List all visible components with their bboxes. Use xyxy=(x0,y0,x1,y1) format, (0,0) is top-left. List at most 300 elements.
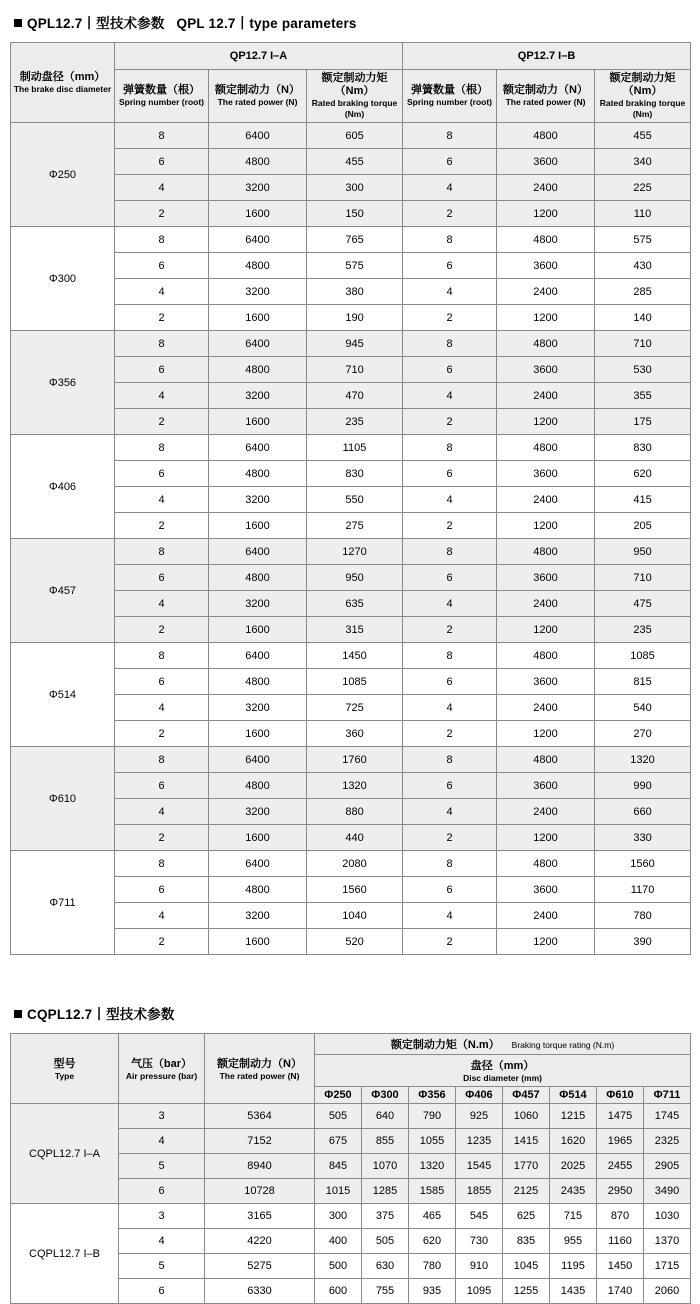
table1-body xyxy=(11,123,691,955)
cell-air-pressure: 6 xyxy=(119,1279,205,1304)
cell-power-b: 2400 xyxy=(497,279,595,305)
cell-spring-b: 8 xyxy=(403,435,497,461)
cell-spring-b: 2 xyxy=(403,929,497,955)
cell-power-a: 3200 xyxy=(209,903,307,929)
cell-torque-b: 285 xyxy=(595,279,691,305)
cell-rated-power: 4220 xyxy=(205,1229,315,1254)
cell-torque-1: 505 xyxy=(362,1229,409,1254)
header-braking-torque xyxy=(315,1034,691,1055)
table-row xyxy=(11,747,691,773)
cell-power-a: 3200 xyxy=(209,591,307,617)
cell-power-a: 3200 xyxy=(209,695,307,721)
header-disc-diameter-2 xyxy=(315,1055,691,1087)
cell-torque-7: 1370 xyxy=(644,1229,691,1254)
cell-torque-b: 330 xyxy=(595,825,691,851)
section-title-2-cn: CQPL12.7丨型技术参数 xyxy=(27,1007,175,1022)
cell-torque-b: 575 xyxy=(595,227,691,253)
cell-power-b: 1200 xyxy=(497,825,595,851)
bullet-square-icon-2 xyxy=(14,1010,22,1018)
cell-power-b: 1200 xyxy=(497,305,595,331)
cell-torque-b: 390 xyxy=(595,929,691,955)
cell-torque-4: 835 xyxy=(503,1229,550,1254)
header-spring-b-en: Spring number (root) xyxy=(407,97,493,107)
cell-power-a: 1600 xyxy=(209,513,307,539)
header-power-a-cn: 额定制动力（N） xyxy=(215,84,300,96)
cell-torque-2: 1585 xyxy=(409,1179,456,1204)
cell-power-a: 4800 xyxy=(209,669,307,695)
cell-torque-b: 415 xyxy=(595,487,691,513)
cell-power-a: 3200 xyxy=(209,383,307,409)
cell-torque-a: 1560 xyxy=(307,877,403,903)
cell-torque-b: 175 xyxy=(595,409,691,435)
header-power-b-en: The rated power (N) xyxy=(505,97,586,107)
header-dia-6: Φ610 xyxy=(597,1087,644,1104)
cell-power-b: 4800 xyxy=(497,643,595,669)
cell-torque-4: 1060 xyxy=(503,1104,550,1129)
cell-spring-a: 2 xyxy=(115,825,209,851)
cell-spring-a: 6 xyxy=(115,565,209,591)
cell-type: CQPL12.7 I–A xyxy=(11,1104,119,1204)
cell-power-b: 4800 xyxy=(497,123,595,149)
cell-torque-6: 2950 xyxy=(597,1179,644,1204)
cell-spring-a: 6 xyxy=(115,877,209,903)
cell-spring-a: 8 xyxy=(115,643,209,669)
cell-spring-b: 4 xyxy=(403,695,497,721)
header-spring-a-cn: 弹簧数量（根） xyxy=(123,84,200,96)
cell-torque-a: 455 xyxy=(307,149,403,175)
cell-torque-3: 1855 xyxy=(456,1179,503,1204)
header-rated-power-en: The rated power (N) xyxy=(219,1071,300,1081)
cell-torque-3: 910 xyxy=(456,1254,503,1279)
cell-power-a: 4800 xyxy=(209,461,307,487)
cell-torque-6: 2455 xyxy=(597,1154,644,1179)
cell-torque-0: 400 xyxy=(315,1229,362,1254)
header-torque-b-cn: 额定制动力矩（Nm） xyxy=(609,72,676,97)
table2-header-row-1 xyxy=(11,1034,691,1055)
cell-spring-a: 8 xyxy=(115,539,209,565)
cell-power-a: 4800 xyxy=(209,357,307,383)
cell-spring-a: 2 xyxy=(115,305,209,331)
cell-torque-7: 1715 xyxy=(644,1254,691,1279)
cell-power-a: 6400 xyxy=(209,539,307,565)
cell-torque-a: 190 xyxy=(307,305,403,331)
cell-torque-6: 870 xyxy=(597,1204,644,1229)
cell-torque-4: 625 xyxy=(503,1204,550,1229)
cell-air-pressure: 6 xyxy=(119,1179,205,1204)
cell-spring-a: 6 xyxy=(115,253,209,279)
cell-power-b: 4800 xyxy=(497,851,595,877)
cell-spring-a: 2 xyxy=(115,721,209,747)
cell-spring-a: 4 xyxy=(115,799,209,825)
cell-power-a: 6400 xyxy=(209,227,307,253)
cell-spring-b: 4 xyxy=(403,175,497,201)
cell-torque-a: 575 xyxy=(307,253,403,279)
cell-torque-a: 440 xyxy=(307,825,403,851)
cell-power-b: 2400 xyxy=(497,487,595,513)
cell-power-b: 3600 xyxy=(497,357,595,383)
cell-spring-b: 2 xyxy=(403,513,497,539)
table-row xyxy=(11,1204,691,1229)
table1-group-header-row xyxy=(11,43,691,70)
cell-power-b: 1200 xyxy=(497,409,595,435)
cell-power-b: 4800 xyxy=(497,331,595,357)
cell-spring-a: 8 xyxy=(115,331,209,357)
cell-torque-1: 375 xyxy=(362,1204,409,1229)
cell-torque-b: 1560 xyxy=(595,851,691,877)
cell-spring-a: 2 xyxy=(115,617,209,643)
cell-power-a: 3200 xyxy=(209,279,307,305)
cell-power-a: 6400 xyxy=(209,123,307,149)
cell-spring-a: 4 xyxy=(115,279,209,305)
cell-torque-3: 1235 xyxy=(456,1129,503,1154)
cell-spring-b: 6 xyxy=(403,773,497,799)
cell-torque-5: 1435 xyxy=(550,1279,597,1304)
cell-power-a: 4800 xyxy=(209,149,307,175)
cell-spring-a: 2 xyxy=(115,201,209,227)
cell-power-a: 1600 xyxy=(209,201,307,227)
cell-torque-b: 620 xyxy=(595,461,691,487)
cell-torque-b: 140 xyxy=(595,305,691,331)
cell-spring-a: 4 xyxy=(115,175,209,201)
cell-power-b: 2400 xyxy=(497,799,595,825)
cell-torque-4: 1045 xyxy=(503,1254,550,1279)
cell-torque-4: 1770 xyxy=(503,1154,550,1179)
section-title-1 xyxy=(0,0,700,42)
header-torque-b xyxy=(595,70,691,123)
cell-torque-b: 540 xyxy=(595,695,691,721)
section-title-2 xyxy=(0,991,700,1033)
cell-power-a: 6400 xyxy=(209,643,307,669)
cell-torque-7: 2325 xyxy=(644,1129,691,1154)
cell-power-b: 3600 xyxy=(497,461,595,487)
cell-torque-3: 730 xyxy=(456,1229,503,1254)
cell-power-a: 6400 xyxy=(209,851,307,877)
header-dia-7: Φ711 xyxy=(644,1087,691,1104)
cell-torque-a: 300 xyxy=(307,175,403,201)
cell-torque-2: 935 xyxy=(409,1279,456,1304)
header-braking-torque-cn: 额定制动力矩（N.m） xyxy=(390,1039,500,1051)
cell-torque-7: 1745 xyxy=(644,1104,691,1129)
header-spring-a xyxy=(115,70,209,123)
cell-torque-6: 1965 xyxy=(597,1129,644,1154)
cell-torque-0: 505 xyxy=(315,1104,362,1129)
cell-power-b: 3600 xyxy=(497,877,595,903)
header-air-pressure xyxy=(119,1034,205,1104)
table2-body xyxy=(11,1104,691,1304)
cell-power-a: 1600 xyxy=(209,929,307,955)
cell-torque-a: 710 xyxy=(307,357,403,383)
section-gap xyxy=(0,955,700,991)
cell-power-a: 3200 xyxy=(209,175,307,201)
section-title-1-en: QPL 12.7丨type parameters xyxy=(176,16,357,31)
cell-spring-b: 8 xyxy=(403,227,497,253)
cell-torque-2: 790 xyxy=(409,1104,456,1129)
cell-spring-a: 4 xyxy=(115,903,209,929)
cell-spring-b: 8 xyxy=(403,643,497,669)
cell-rated-power: 10728 xyxy=(205,1179,315,1204)
cell-spring-b: 6 xyxy=(403,877,497,903)
cell-torque-b: 660 xyxy=(595,799,691,825)
cell-power-b: 3600 xyxy=(497,773,595,799)
cell-torque-0: 1015 xyxy=(315,1179,362,1204)
header-braking-torque-en: Braking torque rating (N.m) xyxy=(511,1040,615,1050)
cell-torque-1: 630 xyxy=(362,1254,409,1279)
cell-torque-b: 355 xyxy=(595,383,691,409)
cell-torque-5: 1215 xyxy=(550,1104,597,1129)
cell-torque-a: 1040 xyxy=(307,903,403,929)
cell-torque-a: 1320 xyxy=(307,773,403,799)
cell-power-b: 2400 xyxy=(497,903,595,929)
cell-spring-b: 8 xyxy=(403,331,497,357)
cell-power-a: 1600 xyxy=(209,305,307,331)
cell-torque-b: 815 xyxy=(595,669,691,695)
header-disc-diameter-2-cn: 盘径（mm） xyxy=(470,1060,535,1072)
cell-spring-b: 6 xyxy=(403,357,497,383)
cell-torque-3: 545 xyxy=(456,1204,503,1229)
cell-spring-a: 2 xyxy=(115,929,209,955)
cell-disc-diameter: Φ300 xyxy=(11,227,115,331)
cell-torque-5: 1620 xyxy=(550,1129,597,1154)
cell-power-a: 4800 xyxy=(209,773,307,799)
cell-spring-a: 6 xyxy=(115,357,209,383)
cell-rated-power: 3165 xyxy=(205,1204,315,1229)
cell-disc-diameter: Φ250 xyxy=(11,123,115,227)
cell-type: CQPL12.7 I–B xyxy=(11,1204,119,1304)
cell-torque-2: 1055 xyxy=(409,1129,456,1154)
cell-spring-a: 2 xyxy=(115,409,209,435)
cell-torque-3: 925 xyxy=(456,1104,503,1129)
cell-rated-power: 8940 xyxy=(205,1154,315,1179)
cell-torque-4: 1255 xyxy=(503,1279,550,1304)
cell-torque-6: 1450 xyxy=(597,1254,644,1279)
cell-torque-a: 150 xyxy=(307,201,403,227)
cell-power-b: 1200 xyxy=(497,617,595,643)
cell-torque-a: 945 xyxy=(307,331,403,357)
cell-torque-0: 845 xyxy=(315,1154,362,1179)
cell-power-a: 6400 xyxy=(209,747,307,773)
cell-power-b: 4800 xyxy=(497,227,595,253)
cell-power-a: 1600 xyxy=(209,617,307,643)
cell-disc-diameter: Φ610 xyxy=(11,747,115,851)
header-rated-power-cn: 额定制动力（N） xyxy=(217,1058,302,1070)
cell-spring-b: 6 xyxy=(403,565,497,591)
cell-torque-7: 2905 xyxy=(644,1154,691,1179)
cell-disc-diameter: Φ406 xyxy=(11,435,115,539)
cell-torque-a: 765 xyxy=(307,227,403,253)
cell-torque-6: 1160 xyxy=(597,1229,644,1254)
cell-torque-5: 2025 xyxy=(550,1154,597,1179)
cell-torque-0: 675 xyxy=(315,1129,362,1154)
cell-power-a: 4800 xyxy=(209,877,307,903)
cell-power-b: 1200 xyxy=(497,721,595,747)
cell-spring-a: 6 xyxy=(115,669,209,695)
cell-rated-power: 6330 xyxy=(205,1279,315,1304)
cell-rated-power: 5275 xyxy=(205,1254,315,1279)
cell-spring-b: 4 xyxy=(403,903,497,929)
cell-spring-a: 8 xyxy=(115,227,209,253)
cell-torque-2: 465 xyxy=(409,1204,456,1229)
cell-torque-b: 340 xyxy=(595,149,691,175)
section-title-1-cn: QPL12.7丨型技术参数 xyxy=(27,16,165,31)
cell-disc-diameter: Φ457 xyxy=(11,539,115,643)
cell-spring-b: 8 xyxy=(403,851,497,877)
cell-spring-b: 2 xyxy=(403,409,497,435)
cell-power-b: 1200 xyxy=(497,513,595,539)
cell-spring-b: 4 xyxy=(403,799,497,825)
cell-rated-power: 7152 xyxy=(205,1129,315,1154)
table-row xyxy=(11,435,691,461)
cell-torque-3: 1095 xyxy=(456,1279,503,1304)
header-dia-1: Φ300 xyxy=(362,1087,409,1104)
cell-power-a: 1600 xyxy=(209,825,307,851)
cell-power-b: 1200 xyxy=(497,929,595,955)
cell-spring-b: 6 xyxy=(403,149,497,175)
table-row xyxy=(11,851,691,877)
cell-torque-a: 1450 xyxy=(307,643,403,669)
cell-torque-5: 955 xyxy=(550,1229,597,1254)
table-row xyxy=(11,643,691,669)
cell-torque-a: 830 xyxy=(307,461,403,487)
cell-disc-diameter: Φ514 xyxy=(11,643,115,747)
header-power-a xyxy=(209,70,307,123)
table-row xyxy=(11,1104,691,1129)
cell-air-pressure: 3 xyxy=(119,1204,205,1229)
cell-spring-a: 4 xyxy=(115,695,209,721)
cell-torque-a: 635 xyxy=(307,591,403,617)
cell-spring-b: 2 xyxy=(403,721,497,747)
cell-torque-a: 360 xyxy=(307,721,403,747)
cell-torque-a: 725 xyxy=(307,695,403,721)
cqpl-parameters-table xyxy=(10,1033,691,1304)
header-spring-b-cn: 弹簧数量（根） xyxy=(411,84,489,96)
cell-torque-a: 1270 xyxy=(307,539,403,565)
header-torque-a-cn: 额定制动力矩（Nm） xyxy=(321,72,388,97)
header-power-a-en: The rated power (N) xyxy=(217,97,298,107)
cell-spring-b: 8 xyxy=(403,747,497,773)
cell-spring-a: 8 xyxy=(115,123,209,149)
cell-power-a: 6400 xyxy=(209,331,307,357)
cell-power-b: 2400 xyxy=(497,695,595,721)
cell-torque-b: 430 xyxy=(595,253,691,279)
cell-air-pressure: 4 xyxy=(119,1229,205,1254)
cell-spring-b: 6 xyxy=(403,253,497,279)
cell-torque-2: 780 xyxy=(409,1254,456,1279)
cell-torque-b: 1320 xyxy=(595,747,691,773)
cell-torque-b: 830 xyxy=(595,435,691,461)
cell-torque-b: 235 xyxy=(595,617,691,643)
cell-torque-b: 270 xyxy=(595,721,691,747)
cell-power-b: 3600 xyxy=(497,565,595,591)
cell-torque-a: 235 xyxy=(307,409,403,435)
cell-torque-a: 2080 xyxy=(307,851,403,877)
cell-torque-a: 605 xyxy=(307,123,403,149)
cell-spring-b: 8 xyxy=(403,123,497,149)
cell-power-a: 4800 xyxy=(209,253,307,279)
header-disc-diameter xyxy=(11,43,115,123)
cell-power-b: 4800 xyxy=(497,747,595,773)
cell-torque-1: 755 xyxy=(362,1279,409,1304)
cell-torque-b: 455 xyxy=(595,123,691,149)
cell-air-pressure: 4 xyxy=(119,1129,205,1154)
header-rated-power xyxy=(205,1034,315,1104)
header-dia-3: Φ406 xyxy=(456,1087,503,1104)
cell-torque-b: 475 xyxy=(595,591,691,617)
header-dia-2: Φ356 xyxy=(409,1087,456,1104)
cell-torque-1: 855 xyxy=(362,1129,409,1154)
cell-torque-a: 275 xyxy=(307,513,403,539)
header-dia-5: Φ514 xyxy=(550,1087,597,1104)
cell-torque-b: 205 xyxy=(595,513,691,539)
cell-power-b: 2400 xyxy=(497,383,595,409)
cell-spring-b: 4 xyxy=(403,279,497,305)
cell-torque-b: 990 xyxy=(595,773,691,799)
header-torque-a-en: Rated braking torque (Nm) xyxy=(311,98,398,119)
header-disc-diameter-cn: 制动盘径（mm） xyxy=(19,70,106,83)
cell-spring-a: 6 xyxy=(115,773,209,799)
cell-spring-b: 6 xyxy=(403,461,497,487)
cell-torque-a: 520 xyxy=(307,929,403,955)
cell-torque-a: 1105 xyxy=(307,435,403,461)
cell-power-a: 6400 xyxy=(209,435,307,461)
cell-disc-diameter: Φ356 xyxy=(11,331,115,435)
cell-spring-a: 4 xyxy=(115,383,209,409)
cell-spring-b: 2 xyxy=(403,305,497,331)
cell-disc-diameter: Φ711 xyxy=(11,851,115,955)
header-torque-b-en: Rated braking torque (Nm) xyxy=(599,98,686,119)
cell-power-a: 4800 xyxy=(209,565,307,591)
cell-air-pressure: 5 xyxy=(119,1254,205,1279)
header-disc-diameter-en: The brake disc diameter xyxy=(13,83,112,94)
cell-spring-b: 4 xyxy=(403,487,497,513)
bullet-square-icon xyxy=(14,19,22,27)
cell-spring-a: 4 xyxy=(115,487,209,513)
cell-air-pressure: 5 xyxy=(119,1154,205,1179)
cell-torque-a: 950 xyxy=(307,565,403,591)
cell-spring-b: 2 xyxy=(403,201,497,227)
cell-spring-b: 2 xyxy=(403,825,497,851)
cell-rated-power: 5364 xyxy=(205,1104,315,1129)
qpl-parameters-table xyxy=(10,42,691,955)
cell-torque-a: 315 xyxy=(307,617,403,643)
cell-spring-b: 8 xyxy=(403,539,497,565)
cell-spring-b: 6 xyxy=(403,669,497,695)
cell-power-a: 1600 xyxy=(209,409,307,435)
header-air-pressure-cn: 气压（bar） xyxy=(130,1058,193,1070)
cell-spring-a: 2 xyxy=(115,513,209,539)
cell-torque-7: 3490 xyxy=(644,1179,691,1204)
header-torque-a xyxy=(307,70,403,123)
header-type xyxy=(11,1034,119,1104)
header-dia-4: Φ457 xyxy=(503,1087,550,1104)
cell-torque-b: 1170 xyxy=(595,877,691,903)
cell-power-b: 3600 xyxy=(497,149,595,175)
header-group-b: QP12.7 I–B xyxy=(403,43,691,70)
cell-torque-4: 2125 xyxy=(503,1179,550,1204)
cell-torque-b: 1085 xyxy=(595,643,691,669)
cell-spring-b: 4 xyxy=(403,383,497,409)
cell-torque-5: 2435 xyxy=(550,1179,597,1204)
cell-power-b: 1200 xyxy=(497,201,595,227)
cell-power-b: 2400 xyxy=(497,591,595,617)
cell-torque-7: 2060 xyxy=(644,1279,691,1304)
cell-torque-4: 1415 xyxy=(503,1129,550,1154)
cell-torque-3: 1545 xyxy=(456,1154,503,1179)
cell-torque-0: 300 xyxy=(315,1204,362,1229)
cell-power-a: 3200 xyxy=(209,487,307,513)
cell-torque-2: 1320 xyxy=(409,1154,456,1179)
cell-torque-1: 1070 xyxy=(362,1154,409,1179)
cell-torque-6: 1740 xyxy=(597,1279,644,1304)
